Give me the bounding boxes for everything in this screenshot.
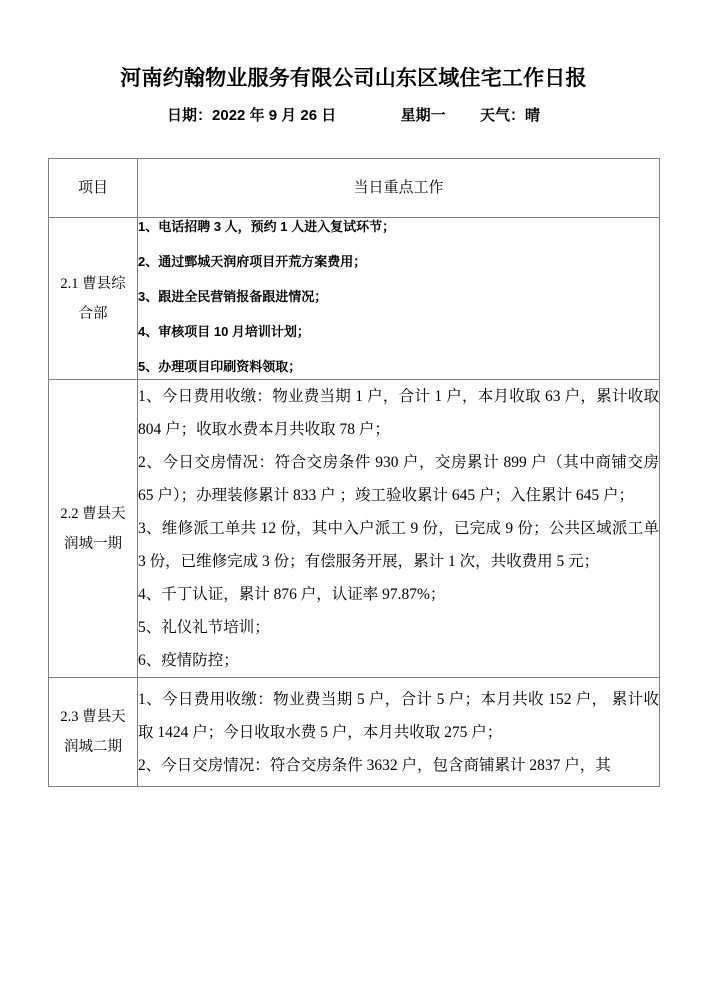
column-header-work: 当日重点工作 <box>138 159 660 218</box>
work-item: 2、通过鄄城天润府项目开荒方案费用； <box>138 254 367 269</box>
daily-report-table <box>48 158 660 787</box>
work-item: 1、今日费用收缴：物业费当期 5 户，合计 5 户；本月共收 152 户， 累计收取 1424 户；今日收取水费 5 户，本月共收取 275 户； <box>138 690 659 741</box>
table-row <box>49 678 660 787</box>
row-label-cell <box>49 678 138 787</box>
work-item: 2、今日交房情况：符合交房条件 3632 户，包含商铺累计 2837 户，其 <box>138 756 611 774</box>
page-title: 河南约翰物业服务有限公司山东区域住宅工作日报 <box>120 67 587 90</box>
work-item: 5、礼仪礼节培训； <box>138 619 270 636</box>
work-item: 3、维修派工单共 12 份，其中入户派工 9 份，已完成 9 份；公共区域派工单 3 份，已维修完成 3 份；有偿服务开展，累计 1 次，共收费用 5 元； <box>138 520 659 570</box>
row-label-line: 2.3 曹县天 <box>60 709 126 725</box>
row-work-cell <box>138 380 660 678</box>
work-item: 6、疫情防控； <box>138 652 239 669</box>
work-item: 3、跟进全民营销报备跟进情况； <box>138 289 328 304</box>
table-row <box>49 218 660 380</box>
work-item: 2、今日交房情况：符合交房条件 930 户，交房累计 899 户（其中商铺交房 65 户）；办理装修累计 833 户 ；竣工验收累计 645 户；入住累计 645 户； <box>138 454 659 504</box>
meta-weekday: 星期一 <box>400 107 446 124</box>
work-item: 4、千丁认证，累计 876 户，认证率 97.87%； <box>138 586 446 603</box>
meta-date: 日期：2022 年 9 月 26 日 <box>167 107 337 124</box>
work-item: 4、审核项目 10 月培训计划； <box>138 324 310 339</box>
row-label-line: 2.1 曹县综 <box>60 275 126 292</box>
row-work-cell <box>138 218 660 380</box>
row-label-cell <box>49 218 138 380</box>
row-label-line: 2.2 曹县天 <box>60 505 126 522</box>
row-label-cell <box>49 380 138 678</box>
row-work-cell <box>138 678 660 787</box>
work-item: 1、电话招聘 3 人，预约 1 人进入复试环节； <box>138 219 396 234</box>
document-meta-line <box>0 105 707 127</box>
meta-weather: 天气：晴 <box>479 107 540 124</box>
table-header-row <box>49 159 660 218</box>
table-row <box>49 380 660 678</box>
row-label-line: 润城二期 <box>64 739 122 755</box>
row-label-line: 合部 <box>78 305 108 322</box>
row-label-line: 润城一期 <box>64 535 122 552</box>
work-item: 1、今日费用收缴：物业费当期 1 户，合计 1 户，本月收取 63 户，累计收取 804 户；收取水费本月共收取 78 户； <box>138 388 659 438</box>
column-header-item: 项目 <box>49 159 138 218</box>
work-item: 5、办理项目印刷资料领取； <box>138 359 302 374</box>
